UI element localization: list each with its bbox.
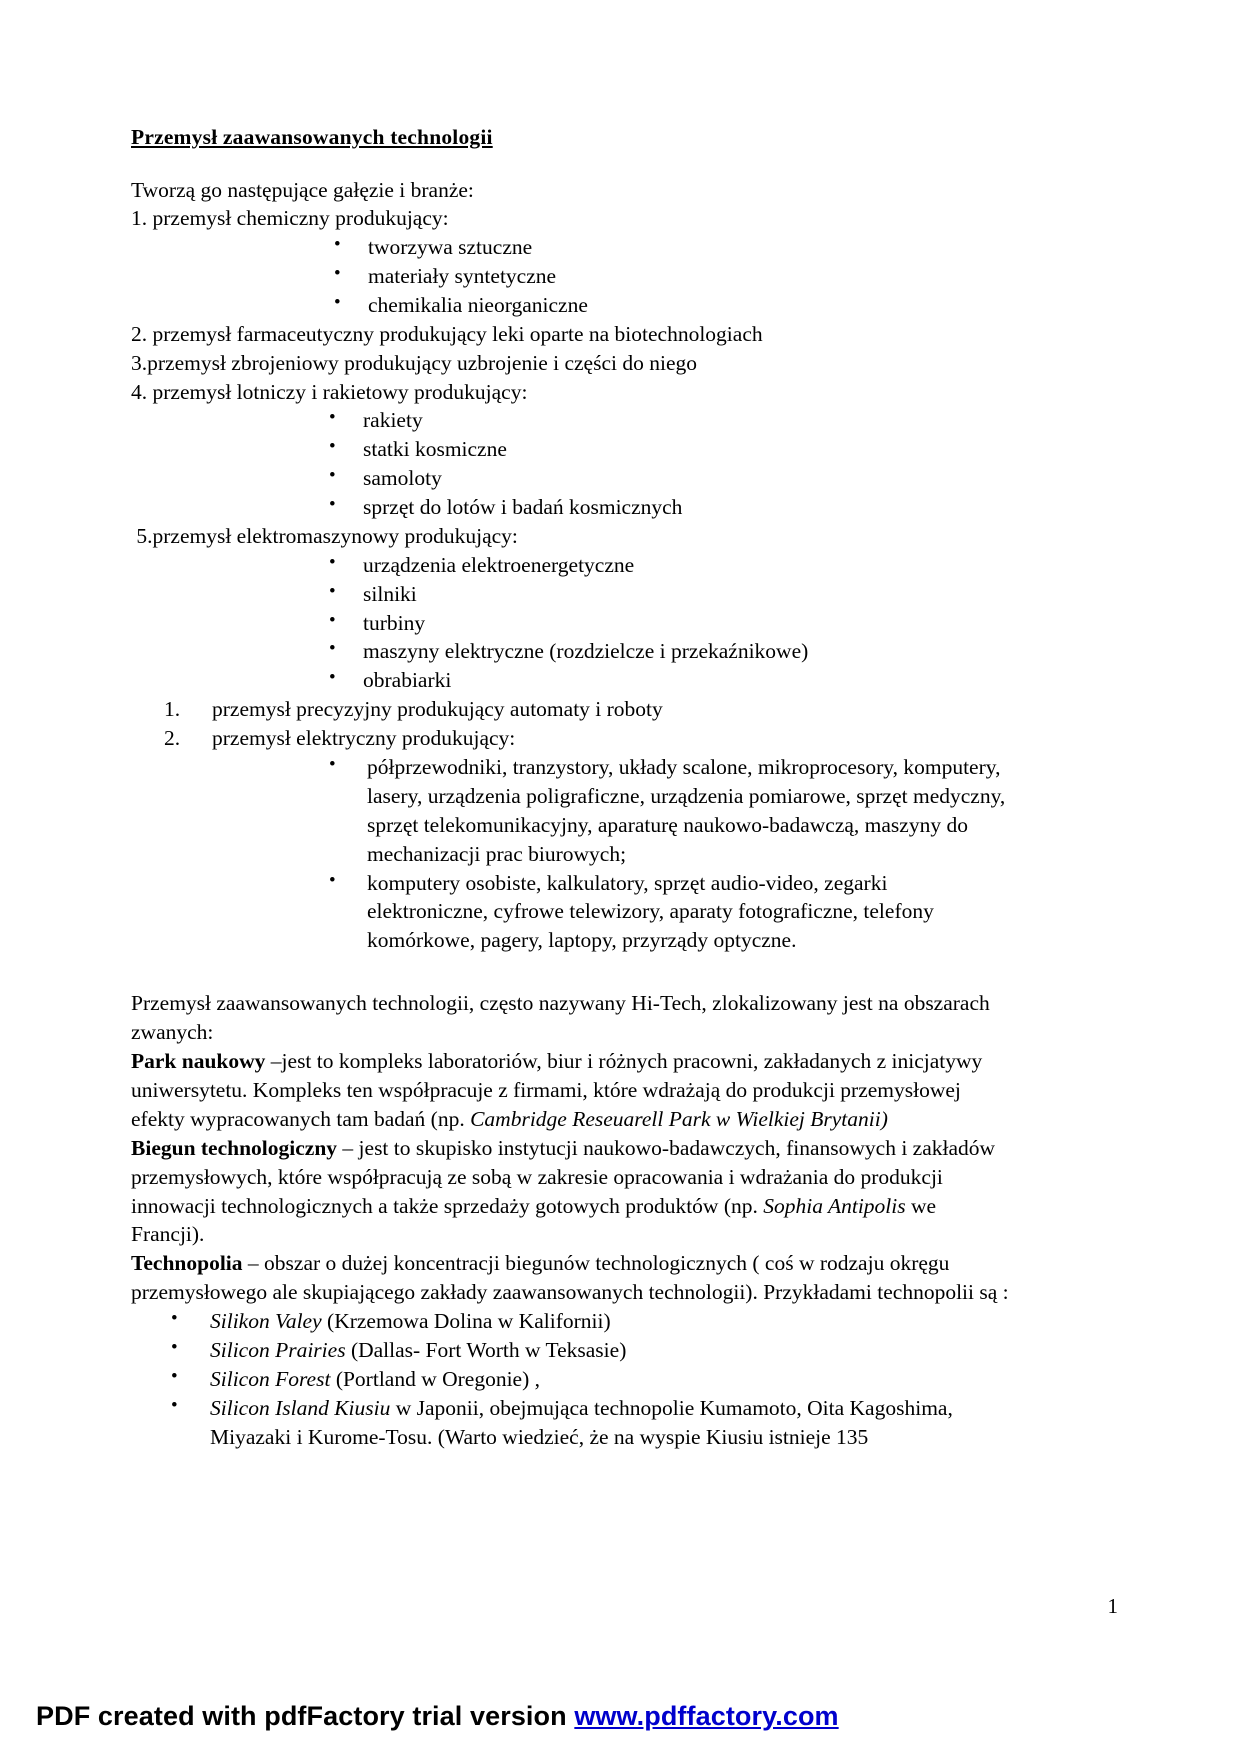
pdffactory-link[interactable]: www.pdffactory.com — [574, 1701, 839, 1731]
example-name: Silicon Prairies — [210, 1338, 346, 1363]
list-item: • urządzenia elektroenergetyczne — [329, 551, 1011, 580]
footer-watermark-bar — [0, 1667, 1240, 1754]
definition-body: –jest to kompleks laboratoriów, biur i różnych pracowni, zakładanych z inicjatywy uniwersytetu. Kompleks ten współpracuje z firmami, które wdrażają do produkcji przemysłowej efekty wypracowanych tam badań (np. — [131, 1049, 983, 1131]
list-item: • tworzywa sztuczne — [334, 233, 1011, 262]
page-number: 1 — [1107, 1594, 1118, 1618]
list-item — [171, 1365, 1011, 1394]
definition-body: – obszar o dużej koncentracji biegunów technologicznych ( coś w rodzaju okręgu przemysłowego ale skupiającego zakłady zaawansowanych technologii). Przykładami technopolii są : — [131, 1251, 1009, 1305]
document-content — [131, 126, 1011, 1452]
section-5-heading: 5.przemysł elektromaszynowy produkujący: — [131, 523, 518, 548]
list-item: • turbiny — [329, 609, 1011, 638]
watermark-text: PDF created with pdfFactory trial version — [36, 1701, 575, 1731]
list-item — [171, 1394, 1011, 1452]
list-item: • sprzęt do lotów i badań kosmicznych — [329, 493, 1011, 522]
list-item — [171, 1307, 1011, 1336]
list-item: • rakiety — [329, 406, 1011, 435]
definition-term: Biegun technologiczny — [131, 1135, 338, 1160]
definition-example: Sophia Antipolis — [763, 1193, 906, 1218]
section-4-heading: 4. przemysł lotniczy i rakietowy produkujący: — [131, 379, 528, 404]
section-4-bullets — [329, 406, 1011, 522]
hitech-intro-paragraph: Przemysł zaawansowanych technologii, często nazywany Hi-Tech, zlokalizowany jest na obszarach zwanych: — [131, 991, 990, 1045]
definition-technopolia — [131, 1249, 1011, 1307]
section-2-line: 2. przemysł farmaceutyczny produkujący leki oparte na biotechnologiach — [131, 321, 763, 346]
list-item: • chemikalia nieorganiczne — [334, 291, 1011, 320]
list-item — [164, 724, 1011, 753]
definition-biegun-technologiczny — [131, 1134, 1011, 1250]
spacer — [131, 955, 1011, 989]
example-name: Silicon Island Kiusiu — [210, 1395, 391, 1420]
pdffactory-watermark — [36, 1701, 839, 1732]
technopolis-examples-list — [171, 1307, 1011, 1452]
example-name: Silicon Forest — [210, 1367, 331, 1392]
example-detail: (Dallas- Fort Worth w Teksasie) — [345, 1338, 627, 1363]
list-item-label: przemysł elektryczny produkujący: — [212, 726, 516, 751]
electric-industry-bullets — [329, 753, 1011, 955]
example-name: Silikon Valey — [210, 1309, 328, 1334]
section-3-line: 3.przemysł zbrojeniowy produkujący uzbrojenie i części do niego — [131, 350, 697, 375]
list-item-number: 1. — [164, 697, 181, 722]
list-item — [171, 1336, 1011, 1365]
example-detail: (Krzemowa Dolina w Kalifornii) — [327, 1309, 611, 1334]
definition-example: Cambridge Reseuarell Park w Wielkiej Brytanii) — [470, 1106, 888, 1131]
list-item: • obrabiarki — [329, 666, 1011, 695]
section-1-bullets — [334, 233, 1011, 320]
definition-term: Technopolia — [131, 1251, 243, 1276]
example-detail: (Portland w Oregonie) , — [330, 1367, 541, 1392]
list-item — [164, 695, 1011, 724]
list-item: • statki kosmiczne — [329, 435, 1011, 464]
definition-park-naukowy — [131, 1047, 1011, 1134]
example-detail: w Japonii, obejmująca technopolie Kumamoto, Oita Kagoshima, Miyazaki i Kurome-Tosu. (Warto wiedzieć, że na wyspie Kiusiu istnieje 135 — [210, 1395, 953, 1449]
definition-term: Park naukowy — [131, 1049, 266, 1074]
section-1-heading: 1. przemysł chemiczny produkujący: — [131, 206, 449, 231]
section-5-bullets — [329, 551, 1011, 696]
ordered-industry-list — [164, 695, 1011, 753]
list-item: • maszyny elektryczne (rozdzielcze i przekaźnikowe) — [329, 637, 1011, 666]
definition-body-tail: we Francji). — [131, 1193, 937, 1247]
list-item-number: 2. — [164, 726, 181, 751]
list-item: • materiały syntetyczne — [334, 262, 1011, 291]
intro-line: Tworzą go następujące gałęzie i branże: — [131, 177, 474, 202]
list-item: • silniki — [329, 580, 1011, 609]
list-item: • samoloty — [329, 464, 1011, 493]
page-title: Przemysł zaawansowanych technologii — [131, 125, 493, 149]
definition-body: – jest to skupisko instytucji naukowo-badawczych, finansowych i zakładów przemysłowych, które współpracują ze sobą w zakresie opracowania i wdrażania do produkcji innowacji technologicznych a także sprzedaży gotowych produktów (np. — [131, 1135, 996, 1218]
list-item: • półprzewodniki, tranzystory, układy scalone, mikroprocesory, komputery, lasery, urządzenia poligraficzne, urządzenia pomiarowe, sprzęt medyczny, sprzęt telekomunikacyjny, aparaturę naukowo-badawczą, maszyny do mechanizacji prac biurowych; — [329, 753, 1011, 869]
list-item-label: przemysł precyzyjny produkujący automaty i roboty — [212, 697, 663, 722]
list-item: • komputery osobiste, kalkulatory, sprzęt audio-video, zegarki elektroniczne, cyfrowe telewizory, aparaty fotograficzne, telefony komórkowe, pagery, laptopy, przyrządy optyczne. — [329, 869, 1011, 956]
